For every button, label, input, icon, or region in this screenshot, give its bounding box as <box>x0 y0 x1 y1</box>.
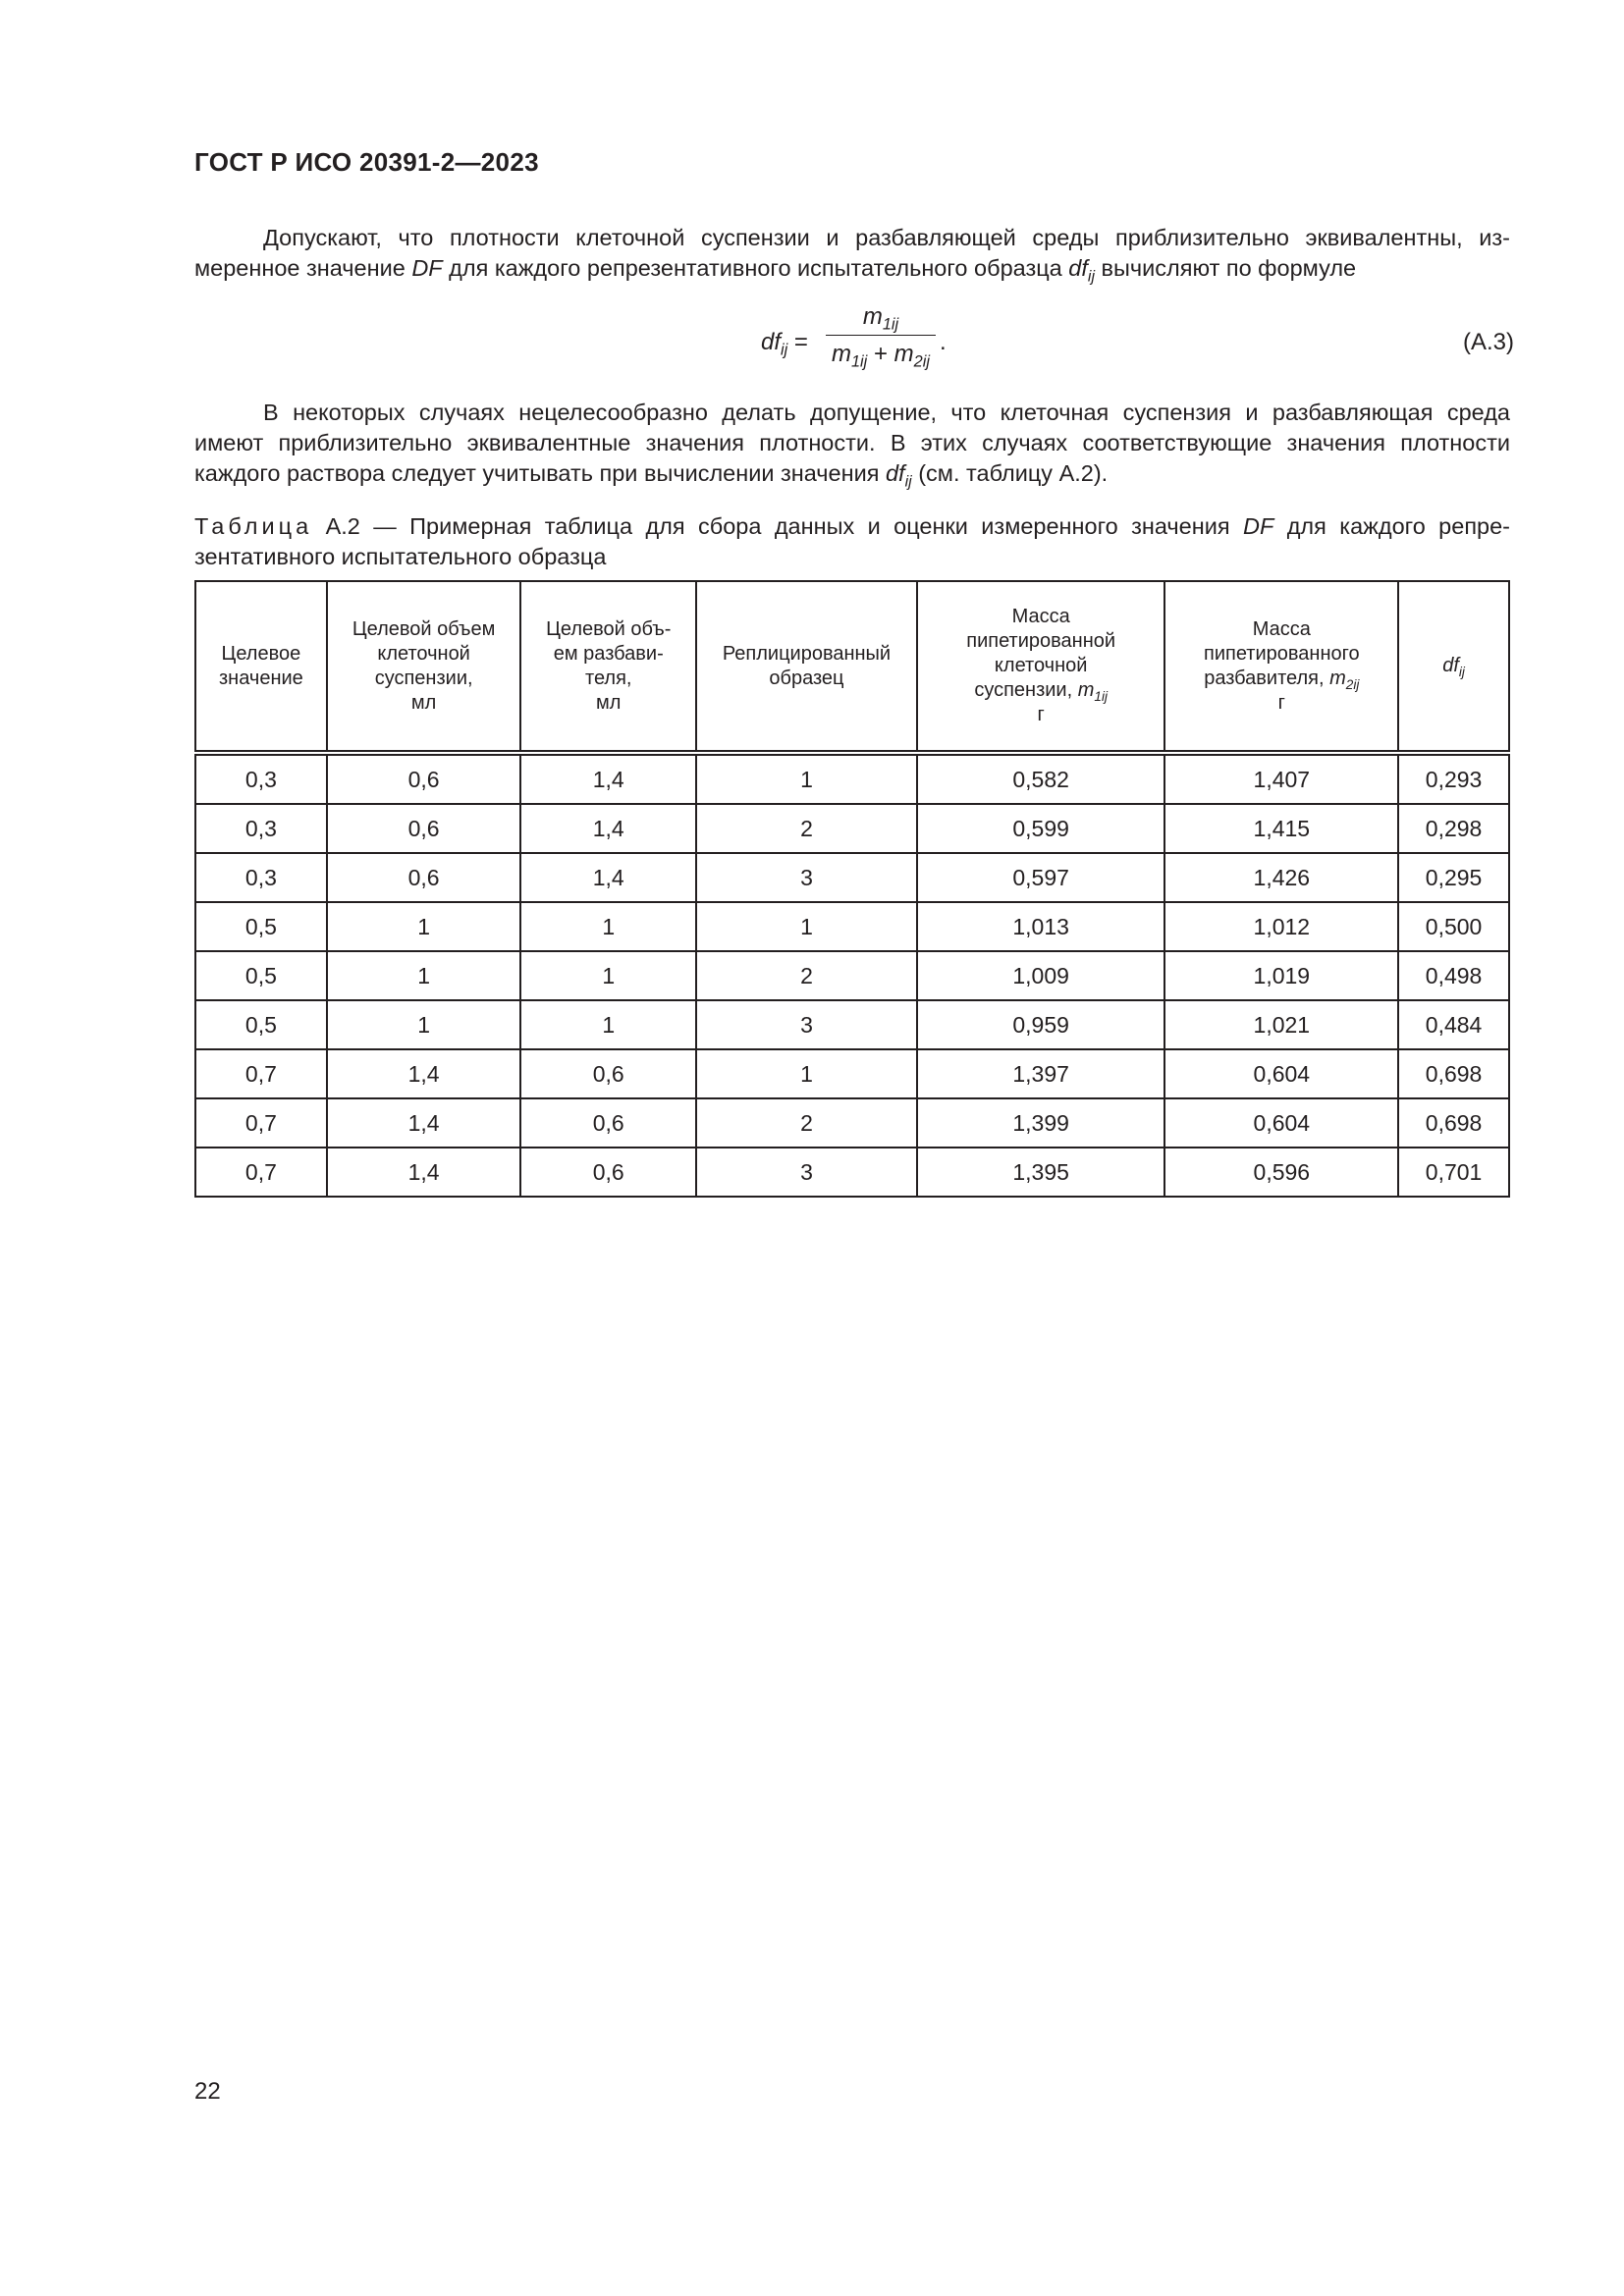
table-cell: 0,7 <box>195 1148 327 1197</box>
table-cell: 1,4 <box>327 1049 521 1098</box>
formula-lhs: $df_{ij}$ = <box>761 329 808 359</box>
table-cell: 3 <box>696 1148 917 1197</box>
page-number: 22 <box>194 2078 221 2105</box>
table-cell: 1 <box>696 902 917 951</box>
table-cell: 3 <box>696 1000 917 1049</box>
caption-label: Таблица <box>194 513 313 539</box>
table-cell: 0,500 <box>1398 902 1509 951</box>
table-cell: 0,498 <box>1398 951 1509 1000</box>
table-cell: 0,3 <box>195 753 327 804</box>
paragraph-line: каждого раствора следует учитывать при вычислении значения $df_{ij}$ (см. таблицу А.2). <box>194 460 1109 491</box>
table-cell: 1 <box>696 753 917 804</box>
table-cell: 0,599 <box>917 804 1165 853</box>
paragraph-line: имеют приблизительно эквивалентные значения плотности. В этих случаях соответствующие значения плотности <box>194 430 1510 455</box>
table-caption <box>194 511 1510 572</box>
table-cell: 1,395 <box>917 1148 1165 1197</box>
document-header: ГОСТ Р ИСО 20391-2—2023 <box>194 147 539 177</box>
caption-line: Таблица А.2 — Примерная таблица для сбора данных и оценки измеренного значения DF для каждого репре- <box>194 513 1511 539</box>
paragraph-line: меренное значение DF для каждого репрезентативного испытательного образца $df_{ij}$ вычисляют по формуле <box>194 255 1357 286</box>
table-cell: 0,698 <box>1398 1049 1509 1098</box>
table-row <box>195 902 1509 951</box>
table-cell: 0,6 <box>327 753 521 804</box>
table-header-row <box>195 581 1509 753</box>
formula-numerator: $m_{1ij}$ <box>862 303 899 334</box>
table-cell: 1 <box>327 902 521 951</box>
table-body <box>195 753 1509 1197</box>
table-cell: 1,009 <box>917 951 1165 1000</box>
column-header-suspension-mass: Масса пипетированной клеточной суспензии, $m_{1ij}$ г <box>917 581 1165 753</box>
table-cell: 0,293 <box>1398 753 1509 804</box>
data-table <box>194 580 1510 1198</box>
table-cell: 0,5 <box>195 1000 327 1049</box>
table-row <box>195 753 1509 804</box>
column-header-df: $df_{ij}$ <box>1398 581 1509 753</box>
table-cell: 1 <box>520 902 696 951</box>
column-header-cell-suspension-volume: Целевой объем клеточной суспензии, мл <box>327 581 521 753</box>
caption-line: зентативного испытательного образца <box>194 544 607 569</box>
table-cell: 0,597 <box>917 853 1165 902</box>
table-cell: 0,3 <box>195 804 327 853</box>
paragraph-line: В некоторых случаях нецелесообразно делать допущение, что клеточная суспензия и разбавляющая среда <box>263 400 1510 425</box>
table-cell: 0,582 <box>917 753 1165 804</box>
table-cell: 0,959 <box>917 1000 1165 1049</box>
table-cell: 0,7 <box>195 1049 327 1098</box>
table-cell: 0,6 <box>520 1049 696 1098</box>
column-header-target-value: Целевое значение <box>195 581 327 753</box>
table-cell: 1,012 <box>1164 902 1398 951</box>
table-cell: 1,407 <box>1164 753 1398 804</box>
table-cell: 1,4 <box>520 804 696 853</box>
table-cell: 0,484 <box>1398 1000 1509 1049</box>
formula-denominator: $m_{1ij} + m_{2ij}$ <box>831 341 930 371</box>
table-cell: 1,4 <box>520 753 696 804</box>
table-cell: 0,5 <box>195 902 327 951</box>
table-cell: 0,6 <box>327 804 521 853</box>
table-cell: 0,604 <box>1164 1098 1398 1148</box>
table-cell: 1,4 <box>520 853 696 902</box>
table-cell: 1 <box>520 1000 696 1049</box>
table-cell: 2 <box>696 1098 917 1148</box>
table-row <box>195 853 1509 902</box>
table-row <box>195 804 1509 853</box>
table-cell: 1,399 <box>917 1098 1165 1148</box>
table-cell: 1,013 <box>917 902 1165 951</box>
table-cell: 0,596 <box>1164 1148 1398 1197</box>
table-cell: 0,698 <box>1398 1098 1509 1148</box>
table-row <box>195 951 1509 1000</box>
table-cell: 1,4 <box>327 1098 521 1148</box>
paragraph-density-values <box>194 398 1510 489</box>
table-cell: 1,397 <box>917 1049 1165 1098</box>
table-cell: 0,6 <box>520 1098 696 1148</box>
table-cell: 0,295 <box>1398 853 1509 902</box>
table-row <box>195 1148 1509 1197</box>
table-cell: 0,6 <box>520 1148 696 1197</box>
table-cell: 1 <box>327 1000 521 1049</box>
table-cell: 3 <box>696 853 917 902</box>
table-cell: 2 <box>696 951 917 1000</box>
table-cell: 1,426 <box>1164 853 1398 902</box>
table-cell: 0,6 <box>327 853 521 902</box>
table-cell: 1 <box>696 1049 917 1098</box>
table-cell: 0,298 <box>1398 804 1509 853</box>
table-cell: 0,701 <box>1398 1148 1509 1197</box>
table-cell: 1,019 <box>1164 951 1398 1000</box>
table-cell: 1,4 <box>327 1148 521 1197</box>
table-cell: 1 <box>327 951 521 1000</box>
formula-period: . <box>940 329 947 355</box>
formula-number: (A.3) <box>1463 329 1515 355</box>
table-row <box>195 1000 1509 1049</box>
formula-fraction <box>826 299 936 371</box>
table-cell: 0,5 <box>195 951 327 1000</box>
paragraph-line: Допускают, что плотности клеточной суспензии и разбавляющей среды приблизительно эквивалентны, из- <box>263 225 1510 250</box>
table-row <box>195 1098 1509 1148</box>
table-cell: 0,7 <box>195 1098 327 1148</box>
table-cell: 1,021 <box>1164 1000 1398 1049</box>
table-cell: 0,604 <box>1164 1049 1398 1098</box>
table-row <box>195 1049 1509 1098</box>
column-header-replicate: Реплицированный образец <box>696 581 917 753</box>
table-cell: 1,415 <box>1164 804 1398 853</box>
table-cell: 2 <box>696 804 917 853</box>
table-cell: 0,3 <box>195 853 327 902</box>
column-header-diluent-mass: Масса пипетированного разбавителя, $m_{2ij}$ г <box>1164 581 1398 753</box>
table-cell: 1 <box>520 951 696 1000</box>
paragraph-density-assumption <box>194 223 1510 284</box>
column-header-diluent-volume: Целевой объ- ем разбави- теля, мл <box>520 581 696 753</box>
